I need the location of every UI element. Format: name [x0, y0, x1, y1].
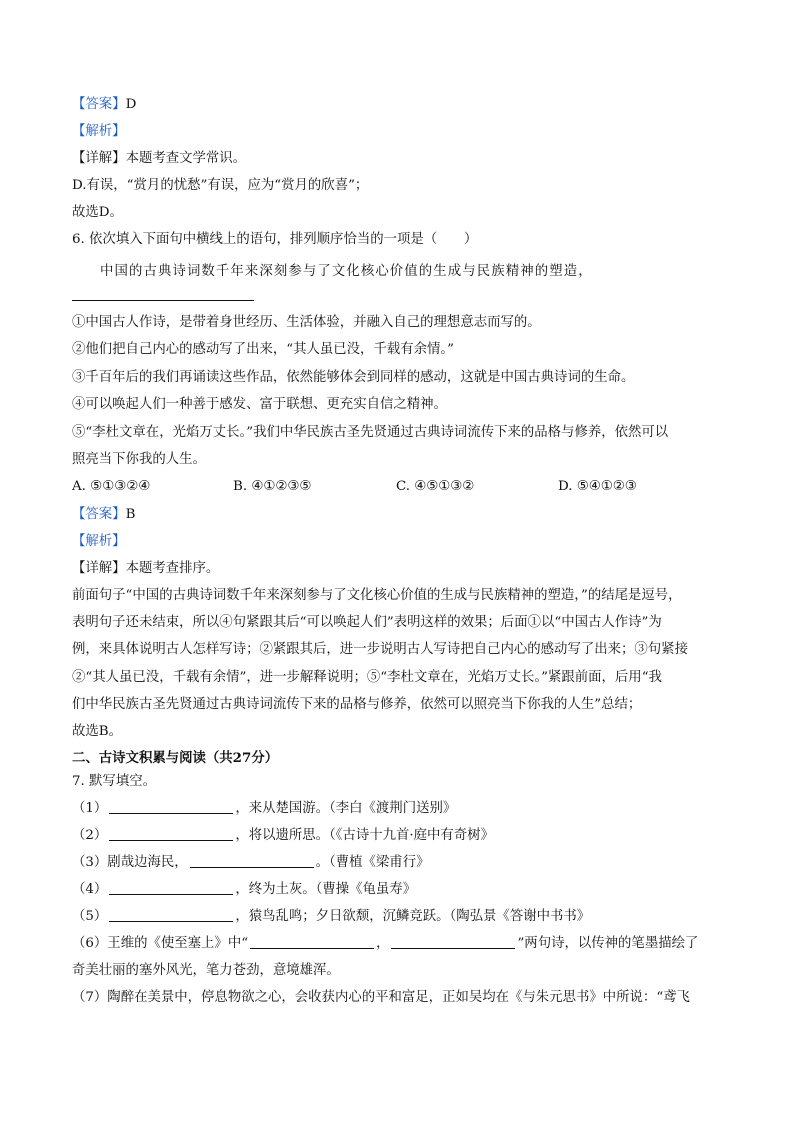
answer-tag: 【答案】 — [72, 97, 126, 112]
item-number: （4） — [72, 882, 108, 897]
answer-value: B — [125, 507, 136, 522]
analysis-line-q5 — [72, 122, 724, 142]
recite-item-6 — [72, 934, 724, 954]
conclusion-line: 故选B。 — [72, 724, 123, 739]
answer-blank[interactable] — [250, 934, 374, 949]
option-a: A. ⑤①③②④ — [72, 479, 151, 494]
explanation-line: 前面句子“中国的古典诗词数千年来深刻参与了文化核心价值的生成与民族精神的塑造，”的结尾是逗号， — [72, 588, 682, 603]
conclusion-line: 故选D。 — [72, 205, 123, 220]
analysis-tag: 【解析】 — [72, 124, 126, 139]
item-number: （5） — [72, 909, 108, 924]
answer-blank[interactable] — [109, 826, 233, 841]
detail-tag: 【详解】 — [72, 561, 126, 576]
answer-line-q5 — [72, 95, 724, 115]
fill-in-blank-line — [72, 300, 254, 301]
sentence-1: ①中国古人作诗，是带着身世经历、生活体验，并融入自己的理想意志而写的。 — [72, 315, 541, 330]
recite-item-6-cont: 奇美壮丽的塞外风光，笔力苍劲，意境雄浑。 — [72, 963, 340, 978]
sentence-3: ③千百年后的我们再诵读这些作品，依然能够体会到同样的感动，这就是中国古典诗词的生命。 — [72, 370, 635, 385]
sentence-5: ⑤“李杜文章在，光焰万丈长。”我们中华民族古圣先贤通过古典诗词流传下来的品格与修养，依然可以 — [72, 425, 669, 440]
question-6-stem: 6. 依次填入下面句中横线上的语句，排列顺序恰当的一项是（ ） — [72, 232, 478, 247]
recite-item-5 — [72, 907, 724, 927]
explanation-line: 们中华民族古圣先贤通过古典诗词流传下来的品格与修养，依然可以照亮当下你我的人生”总结； — [72, 697, 642, 712]
explanation-line: 表明句子还未结束，所以④句紧跟其后“可以唤起人们”表明这样的效果；后面①以“中国古人作诗”为 — [72, 615, 662, 630]
item-text: 。（曹植《梁甫行》 — [315, 855, 430, 870]
answer-value: D — [125, 97, 137, 112]
detail-text: 本题考查文学常识。 — [125, 151, 247, 166]
item-text: ，终为土灰。（曹操《龟虽寿》 — [235, 882, 417, 897]
option-c: C. ④⑤①③② — [396, 479, 475, 494]
detail-text: 本题考查排序。 — [125, 561, 220, 576]
recite-item-7: （7）陶醉在美景中，停息物欲之心，会收获内心的平和富足，正如吴均在《与朱元思书》中所说：“鸢飞 — [72, 990, 690, 1005]
question-7-stem: 7. 默写填空。 — [72, 774, 156, 789]
item-text: （3）剧哉边海民， — [72, 855, 188, 870]
sentence-5-cont: 照亮当下你我的人生。 — [72, 452, 206, 467]
answer-blank[interactable] — [109, 907, 233, 922]
sentence-4: ④可以唤起人们一种善于感发、富于联想、更充实自信之精神。 — [72, 397, 447, 412]
recite-item-3 — [72, 853, 724, 873]
option-d: D. ⑤④①②③ — [558, 479, 637, 494]
answer-tag: 【答案】 — [72, 507, 126, 522]
detail-line-q5 — [72, 149, 724, 169]
analysis-tag: 【解析】 — [72, 534, 126, 549]
sentence-2: ②他们把自己内心的感动写了出来，“其人虽已没，千载有余情。” — [72, 342, 454, 357]
explanation-line: ②“其人虽已没，千载有余情”，进一步解释说明；⑤“李杜文章在，光焰万丈长。”紧跟前面，后用“我 — [72, 670, 662, 685]
section-heading: 二、古诗文积累与阅读（共27分） — [72, 750, 279, 766]
explanation-line: D.有误，“赏月的忧愁”有误，应为“赏月的欣喜”； — [72, 178, 369, 193]
item-text: ”两句诗，以传神的笔墨描绘了 — [517, 936, 699, 951]
answer-blank[interactable] — [109, 880, 233, 895]
answer-blank[interactable] — [109, 799, 233, 814]
recite-item-1 — [72, 799, 724, 819]
item-text: ， — [376, 936, 390, 951]
option-b: B. ④①②③⑤ — [233, 479, 312, 494]
answer-line-q6 — [72, 505, 724, 525]
recite-item-2 — [72, 826, 724, 846]
explanation-line: 例，来具体说明古人怎样写诗；②紧跟其后，进一步说明古人写诗把自己内心的感动写了出来；③句紧接 — [72, 642, 688, 657]
item-number: （2） — [72, 828, 108, 843]
item-text: ，猿鸟乱鸣；夕日欲颓，沉鳞竞跃。（陶弘景《答谢中书书》 — [235, 909, 591, 924]
detail-tag: 【详解】 — [72, 151, 126, 166]
recite-item-4 — [72, 880, 724, 900]
question-6-passage: 中国的古典诗词数千年来深刻参与了文化核心价值的生成与民族精神的塑造， — [100, 264, 593, 279]
item-number: （1） — [72, 801, 108, 816]
answer-blank[interactable] — [391, 934, 515, 949]
item-text: ，来从楚国游。（李白《渡荆门送别》 — [235, 801, 457, 816]
answer-blank[interactable] — [190, 853, 314, 868]
item-text: ，将以遗所思。（《古诗十九首·庭中有奇树》 — [235, 828, 494, 843]
detail-line-q6 — [72, 559, 724, 579]
analysis-line-q6 — [72, 532, 724, 552]
item-text: （6）王维的《使至塞上》中“ — [72, 936, 249, 951]
